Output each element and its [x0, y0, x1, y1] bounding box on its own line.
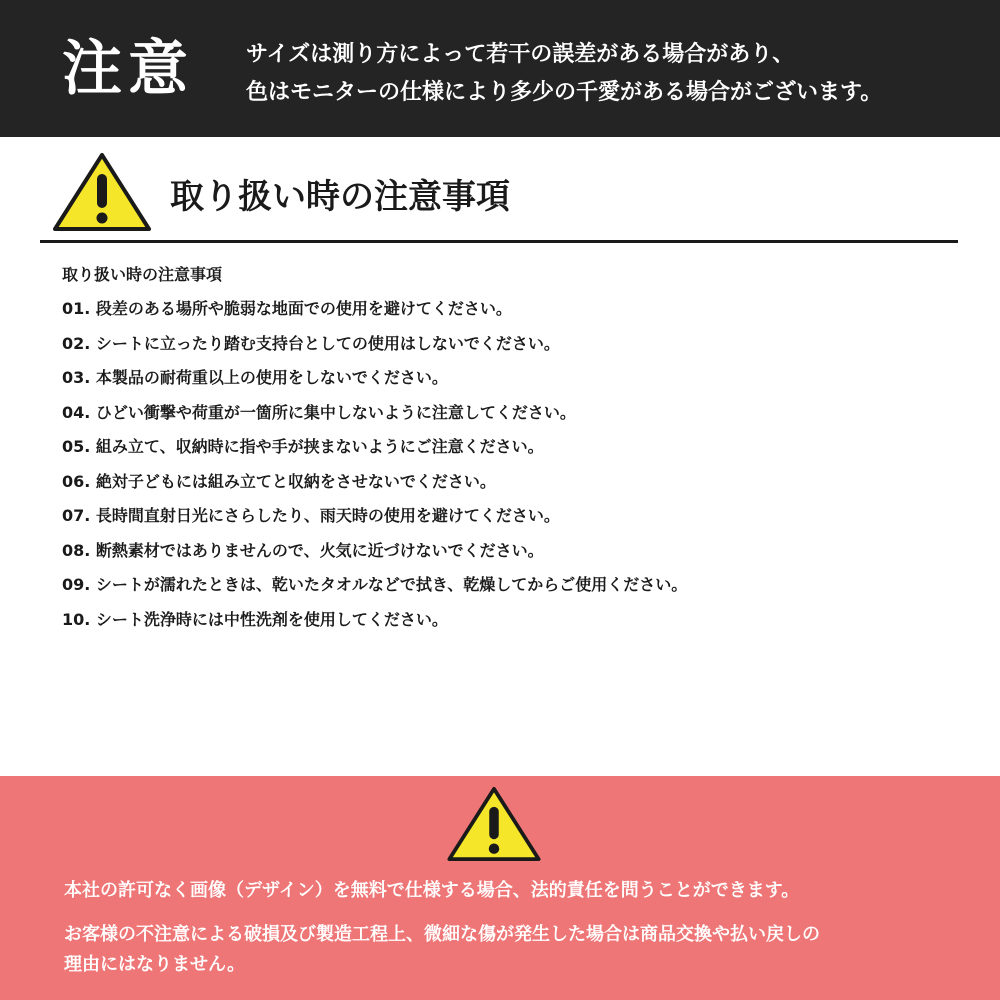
warning-icon: [446, 786, 542, 862]
list-item: 08. 断熱素材ではありませんので、火気に近づけないでください。: [62, 540, 544, 560]
list-item: 01. 段差のある場所や脆弱な地面での使用を避けてください。: [62, 299, 512, 318]
notice-text: [64, 920, 944, 980]
list-item: 02. シートに立ったり踏む支持台としての使用はしないでください。: [62, 333, 560, 353]
list-item: 09. シートが濡れたときは、乾いたタオルなどで拭き、乾燥してからご使用ください。: [62, 575, 688, 594]
list-item: 07. 長時間直射日光にさらしたり、雨天時の使用を避けてください。: [62, 506, 560, 525]
header-banner: [0, 0, 1000, 137]
notice-text-line: お客様の不注意による破損及び製造工程上、微細な傷が発生した場合は商品交換や払い戻しの: [64, 924, 820, 945]
list-title: 取り扱い時の注意事項: [62, 265, 223, 284]
list-item: 06. 絶対子どもには組み立てと収納をさせないでください。: [62, 471, 496, 491]
header-note: [246, 36, 986, 112]
notice-banner: [0, 776, 1000, 1000]
caution-list: [62, 258, 962, 637]
header-title: 注意: [62, 34, 194, 104]
header-note-line: 色はモニターの仕様により多少の千愛がある場合がございます。: [246, 80, 883, 105]
list-item: 03. 本製品の耐荷重以上の使用をしないでください。: [62, 368, 448, 387]
list-item: 10. シート洗浄時には中性洗剤を使用してください。: [62, 609, 448, 629]
notice-text: 本社の許可なく画像（デザイン）を無料で仕様する場合、法的責任を問うことができます。: [64, 880, 800, 901]
list-item: 04. ひどい衝撃や荷重が一箇所に集中しないように注意してください。: [62, 402, 576, 422]
header-note-line: サイズは測り方によって若干の誤差がある場合があり、: [246, 42, 795, 67]
section-heading: 取り扱い時の注意事項: [170, 177, 510, 217]
notice-text-line: 理由にはなりません。: [64, 954, 246, 975]
section-divider: [40, 240, 958, 243]
list-item: 05. 組み立て、収納時に指や手が挟まないようにご注意ください。: [62, 437, 544, 456]
warning-icon: [52, 152, 152, 232]
